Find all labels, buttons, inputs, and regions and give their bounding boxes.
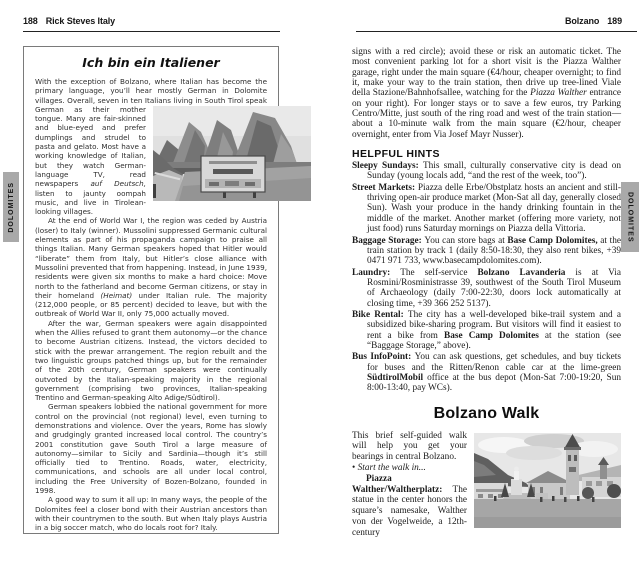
piazza-photo-graphic xyxy=(474,433,621,528)
right-header-rule xyxy=(356,31,637,32)
walk-piazza-paragraph: Piazza Walther/Waltherplatz: The statue in the center honors the square’s namesake, Walther von der Vogelweide, a 12th-century xyxy=(352,473,467,538)
right-page-body xyxy=(352,44,621,539)
left-page-number: 188 xyxy=(23,16,38,26)
walk-start-line: • Start the walk in... xyxy=(352,463,426,474)
walk-intro-paragraph: This brief self-guided walk will help you get your bearings in central Bolzano. xyxy=(352,430,467,463)
right-page-number: 189 xyxy=(607,16,622,26)
left-header-rule xyxy=(23,31,280,32)
side-tab-right-label: DOLOMITES xyxy=(626,191,634,243)
side-tab-dolomites-left xyxy=(3,172,19,242)
hint-bike-rental: Bike Rental: The city has a well-developed bike-trail system and a subsidized bike-sharing program. But visitors will find it easiest to rent a bike from Base Camp Dolomites at the station (see “Baggage Storage,” above). xyxy=(352,309,622,351)
sidebar-paragraph-1-start: With the exception of Bolzano, where Italian has become the primary language, you’ll hear mostly German in Dolomite villages. Overall, seven in ten Italians living in South Tirol speak xyxy=(35,77,267,105)
helpful-hints-heading: HELPFUL HINTS xyxy=(352,148,440,161)
right-page-header xyxy=(565,16,622,26)
sidebar-paragraph-2: At the end of World War I, the region was ceded by Austria (loser) to Italy (winner). Mussolini suppressed Germanic cultural elements as part of his propaganda campaign to praise all things Italian. Many German speakers hoped that Hitler would “liberate” them from Italy, but Hitler’s close alliance with Mussolini prevented that from happening. Instead, in June 1939, residents were given six months to make a hard choice: Move north to the fatherland and become German citizens, or stay in their homeland (Heimat) under Italian rule. The majority (212,000 people, or 85 percent) decided to leave, but with the outbreak of World War II, only 75,000 actually moved. xyxy=(35,216,267,319)
walk-section xyxy=(352,431,621,539)
dolomites-photo-graphic xyxy=(153,106,311,201)
piazza-walther-photo xyxy=(474,433,621,528)
dolomites-roadsign-photo xyxy=(153,106,311,201)
bolzano-walk-heading: Bolzano Walk xyxy=(433,404,540,422)
left-page-header xyxy=(23,16,115,26)
hint-bus-infopoint: Bus InfoPoint: You can ask questions, get schedules, and buy tickets for buses and the Ritten/Renon cable car at the lime-green SüdtirolMobil office at the bus depot (Mon-Sat 7:00-19:20, Sun 8:00-13:40, pay WCs). xyxy=(352,352,621,394)
hint-baggage-storage: Baggage Storage: You can store bags at Base Camp Dolomites, at the train station by track 1 (daily 8:50-18:30, they also rent bikes, +39 0471 971 733, www.basecampdolomites.com). xyxy=(352,235,621,267)
parking-paragraph: signs with a red circle); avoid these or risk an automatic ticket. The most convenient parking lot for a short visit is the Piazza Walther garage, right under the main square (€4/hour, cheaper overnight; to find it, make your way to the train station, then drive up tree-lined Viale della Stazione/Bahnhofsallee, watching for the Piazza Walther entrance on your right). For longer stays or to save a few euros, try Parking Centro/Mitte, just south of the ring road and west of the train station—about a 10-minute walk from the main square (€2/hour, cheaper overnight, enter from Via Josef Mayr Nusser). xyxy=(352,47,621,140)
sidebar-paragraph-3: After the war, German speakers were again disappointed when the Allies refused to grant them autonomy—or the chance to become Austrian citizens. Instead, the victors decided to stick with the prewar arrangement. The region rebuilt and the two linguistic groups patched things up, but for the remainder of the 20th century, German speakers were continually outvoted by the Italian-speaking majority in the regional government (comprising two provinces, Italian-speaking Trentino and German-speaking Alto Adige/Südtirol). xyxy=(35,318,267,403)
sidebar-box xyxy=(23,46,279,534)
hint-laundry: Laundry: The self-service Bolzano Lavanderia is at Via Rosmini/Rosministrasse 39, southwest of the South Tirol Museum of Archaeology (daily 7:00-22:30, doors lock automatically at closing time, +39 366 252 5137). xyxy=(352,267,621,309)
side-tab-dolomites-right xyxy=(621,182,639,252)
section-title: Bolzano xyxy=(564,16,600,26)
sidebar-paragraph-5: A good way to sum it all up: In many ways, the people of the Dolomites feel a closer bond with their Austrian ancestors than with their countrymen to the south. But when Italy plays Austria in a big soccer match, who do locals root for? Italy. xyxy=(35,495,267,533)
sidebar-body xyxy=(35,77,267,533)
hint-sleepy-sundays: Sleepy Sundays: This small, culturally conservative city is dead on Sunday (young locals add, “and the rest of the week, too”). xyxy=(352,161,621,182)
sidebar-paragraph-1-rest: German as their mother tongue. Many are fair-skinned and blue-eyed and prefer dumplings and strudel to pasta and gelato. Most have a working knowledge of Italian, but they watch German-language TV, read newspapers auf Deutsch, listen to jaunty oompah music, and live in Tirolean-looking villages. xyxy=(35,104,146,217)
sidebar-paragraph-4: German speakers lobbied the national government for more control on the provincial (not regional) level, even turning to demonstrations and violence. Over the years, Rome has slowly and grudgingly granted increased local control. The country’s 2001 constitution gave South Tirol a large measure of autonomy—similar to Sicily and Sardinia—though it’s still officially tied to Trentino. Roads, water, electricity, communications, and schools are all under local control, including the Free University of Bozen-Bolzano, founded in 1998. xyxy=(35,402,267,496)
book-title: Rick Steves Italy xyxy=(45,16,116,26)
sidebar-title: Ich bin ein Italiener xyxy=(82,55,220,70)
sidebar-paragraph-1 xyxy=(35,77,267,216)
hint-street-markets: Street Markets: Piazza delle Erbe/Obstplatz hosts an ancient and still-thriving open-air produce market (Mon-Sat all day, generally closed Sun). Wash your produce in the handy drinking fountain in the middle of the market. Another market (offering more variety, not just food) runs Saturday mornings on Piazza della Vittoria. xyxy=(352,182,621,235)
side-tab-left-label: DOLOMITES xyxy=(7,181,15,233)
